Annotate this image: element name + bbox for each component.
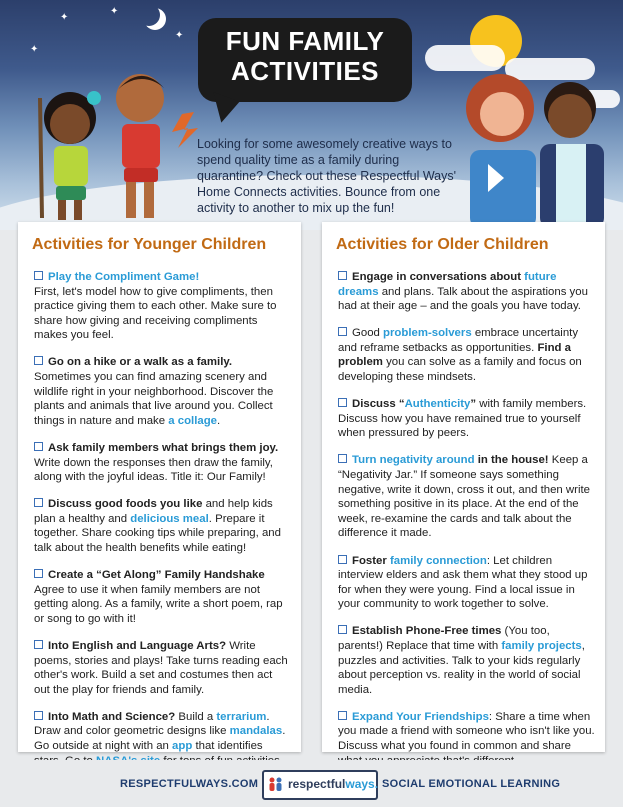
checkbox-icon[interactable]: [34, 271, 43, 280]
checkbox-icon[interactable]: [338, 454, 347, 463]
activity-item: [338, 554, 595, 612]
activity-text: Foster: [352, 554, 390, 567]
activity-text: ”: [470, 398, 477, 411]
activity-link[interactable]: Play the Compliment Game!: [48, 271, 200, 283]
activity-text: . Draw and color geometric designs like: [34, 710, 270, 738]
activity-text: Agree to use it when family members are not getting along. As a family, write a short poem, rap or song to go with it!: [34, 583, 283, 625]
activity-text: Write poems, stories and plays! Take turns reading each other's work. Build a set and costumes then act out the play for friends and family.: [34, 639, 288, 696]
activity-text: Sometimes you can find amazing scenery and wildlife right in your neighborhood. Discover the plants and animals that live around you. Collect things in nature and make: [34, 371, 274, 427]
checkbox-icon[interactable]: [34, 356, 43, 365]
activity-text: in the house!: [474, 454, 549, 467]
people-icon: [268, 776, 284, 792]
younger-heading: Activities for Younger Children: [32, 236, 267, 253]
activity-text: . Go outside at night with an: [34, 725, 286, 753]
activity-text: and help kids plan a healthy and: [34, 498, 273, 525]
intro-text: Looking for some awesomely creative ways to spend quality time as a family during quarantine? Check out these Respectful Ways' Home Connects activities. Bounce from one activity to another to mix up the fun!: [197, 137, 457, 215]
activity-link[interactable]: app: [172, 740, 193, 753]
activity-text: Discuss “: [352, 398, 405, 411]
respectful-ways-logo: [262, 770, 378, 800]
checkbox-icon[interactable]: [34, 498, 43, 507]
checkbox-icon[interactable]: [338, 398, 347, 407]
activity-text: and plans. Talk about the aspirations you had at their age – and the goals you have today.: [338, 285, 588, 313]
logo-text-b: ways.: [345, 777, 379, 791]
activity-item: [34, 568, 291, 626]
activity-link[interactable]: problem-solvers: [383, 327, 472, 340]
page-title-line2: ACTIVITIES: [230, 56, 379, 86]
activity-item: [338, 453, 595, 541]
moon-icon: [138, 4, 160, 26]
activity-text: Establish Phone-Free times: [352, 625, 502, 638]
website-link[interactable]: RESPECTFULWAYS.COM: [120, 778, 259, 790]
activity-text: Into English and Language Arts?: [48, 639, 227, 652]
activity-text: . Prepare it together. Share cooking tips while preparing, and talk about the health benefits while eating!: [34, 512, 281, 554]
older-heading: Activities for Older Children: [336, 236, 549, 253]
activity-item: [34, 270, 291, 343]
activity-text: that identifies: [195, 740, 263, 753]
activity-link[interactable]: family projects: [501, 639, 582, 652]
checkbox-icon[interactable]: [338, 327, 347, 336]
activity-link[interactable]: Expand Your Friendships: [352, 710, 489, 723]
activity-link[interactable]: mandalas: [229, 725, 283, 738]
activity-text: Find a problem: [338, 341, 571, 369]
checkbox-icon[interactable]: [34, 640, 43, 649]
activity-item: [34, 355, 291, 428]
younger-children-panel: [18, 222, 301, 752]
activity-link[interactable]: family connection: [389, 554, 487, 567]
activity-text: , puzzles and activities. Talk to your kids regularly about perception vs. reality in the world of social media.: [338, 639, 585, 696]
activity-text: you can solve as a family and focus on developing these mindsets.: [338, 356, 582, 384]
activity-text: Engage in conversations about: [352, 271, 525, 283]
activity-link[interactable]: Authenticity: [404, 398, 471, 411]
star-icon: ✦: [175, 30, 184, 41]
footer: [0, 760, 623, 807]
activity-link[interactable]: future dreams: [338, 271, 557, 298]
activity-text: Write down the responses then draw the family, along with the joyful ideas. Title it: Our Family!: [34, 456, 273, 484]
activity-text: Create a “Get Along” Family Handshake: [48, 569, 265, 582]
older-activity-list: [338, 270, 595, 781]
logo-text-a: respectful: [288, 777, 346, 791]
logo-text: [288, 777, 378, 791]
star-icon: ✦: [110, 6, 119, 17]
checkbox-icon[interactable]: [34, 442, 43, 451]
activity-item: [34, 497, 291, 555]
activity-item: [338, 326, 595, 384]
checkbox-icon[interactable]: [34, 711, 43, 720]
page-title: [198, 26, 412, 86]
checkbox-icon[interactable]: [338, 555, 347, 564]
younger-activity-list: [34, 270, 291, 795]
activity-link[interactable]: delicious meal: [130, 512, 209, 525]
star-icon: ✦: [60, 12, 69, 23]
activity-text: .: [217, 414, 221, 427]
older-children-panel: [322, 222, 605, 752]
activity-item: [338, 397, 595, 441]
activity-link[interactable]: a collage: [168, 414, 217, 427]
hero-banner: [0, 0, 623, 230]
activity-text: : Let children interview elders and ask them what they stood up for when they were young. Find a local issue in your community to work together to solve.: [338, 554, 588, 611]
checkbox-icon[interactable]: [338, 271, 347, 280]
activity-text: with family members. Discuss how you have remained true to yourself when pressured by peers.: [338, 398, 587, 440]
activity-text: Keep a “Negativity Jar.” If someone says something negative, write it down, cross it out, and then write something positive in its place. At the end of the week, re-examine the cards and talk about the difference it made.: [338, 454, 590, 540]
star-icon: ✦: [30, 44, 39, 55]
activity-text: embrace uncertainty and reframe setbacks as opportunities.: [338, 327, 579, 354]
activity-item: [338, 270, 595, 314]
tagline: SOCIAL EMOTIONAL LEARNING: [382, 778, 561, 790]
activity-text: First, let's model how to give compliments, then practice giving them to each other. Make sure to share how giving and receiving compliments makes you feel.: [34, 285, 277, 342]
activity-text: Good: [352, 327, 384, 340]
activity-text: Build a: [175, 710, 217, 723]
activity-text: Discuss good foods you like: [48, 498, 203, 511]
adults-illustration: [460, 68, 620, 228]
activity-text: Go on a hike or a walk as a family.: [48, 356, 233, 369]
activity-item: [34, 639, 291, 697]
activity-text: : Share a time when you made a friend with someone who isn't like you. Discuss what you found in common and share: [338, 710, 595, 753]
activity-text: (You too, parents!) Replace that time with: [338, 625, 550, 652]
activity-link[interactable]: Turn negativity around: [352, 454, 475, 467]
checkbox-icon[interactable]: [338, 711, 347, 720]
activity-text: Ask family members what brings them joy.: [48, 441, 279, 454]
activity-text: Into Math and Science?: [48, 710, 176, 723]
page-title-line1: FUN FAMILY: [225, 26, 385, 56]
checkbox-icon[interactable]: [338, 625, 347, 634]
activity-link[interactable]: terrarium: [216, 710, 267, 723]
activity-item: [338, 624, 595, 697]
activity-item: [34, 441, 291, 485]
checkbox-icon[interactable]: [34, 569, 43, 578]
kids-illustration: [22, 58, 202, 228]
